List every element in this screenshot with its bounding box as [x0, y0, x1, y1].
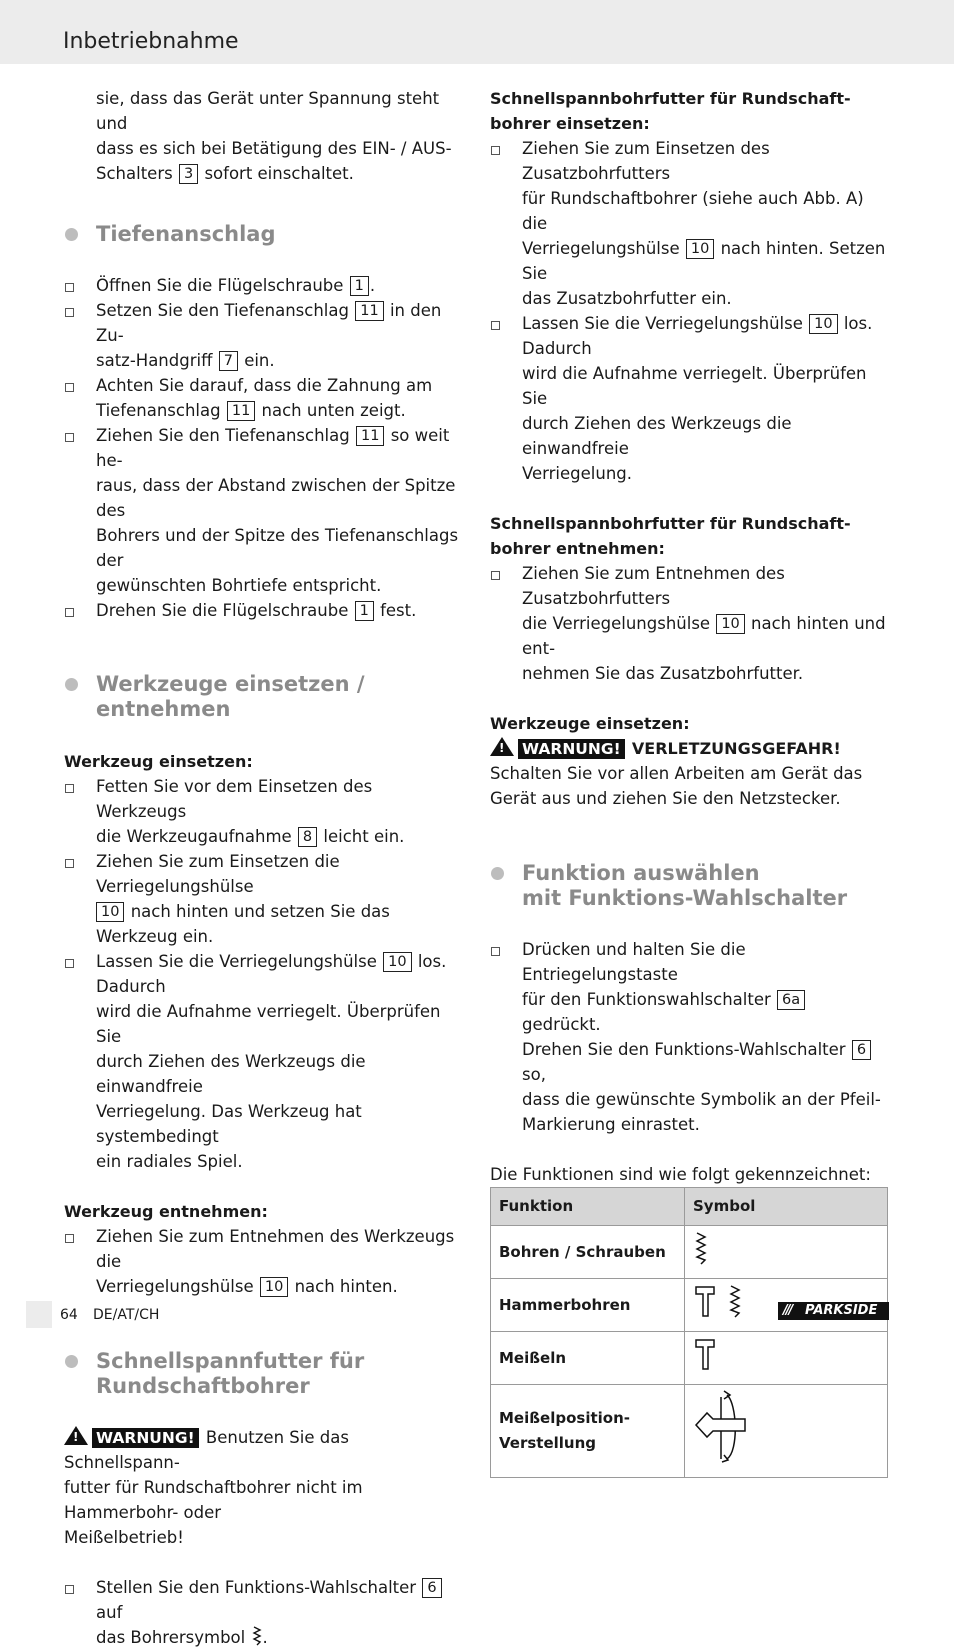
text: nach hinten. [294, 1277, 398, 1296]
list-item [490, 136, 890, 311]
werkzeug-einsetzen-list [64, 774, 464, 1174]
heading-text: Tiefenanschlag [96, 222, 276, 246]
footer-marker [26, 1301, 52, 1328]
warning-paragraph [64, 1425, 464, 1550]
text: wird die Aufnahme verriegelt. Überprüfen Sie [96, 1002, 441, 1046]
table-row [491, 1332, 888, 1385]
list-item [64, 598, 464, 623]
cell-symbol [685, 1385, 888, 1478]
brand-stripes-icon: /// [783, 1303, 792, 1318]
text: Ziehen Sie zum Einsetzen die Verriegelungshülse [96, 852, 340, 896]
list-item [64, 423, 464, 598]
schnellspann-list [64, 1575, 464, 1650]
text: satz-Handgriff [96, 351, 213, 370]
part-ref: 6a [777, 990, 805, 1010]
text: nehmen Sie das Zusatzbohrfutter. [522, 664, 804, 683]
part-ref: 11 [356, 426, 384, 446]
tiefenanschlag-list [64, 273, 464, 623]
paragraph [490, 761, 890, 811]
part-ref: 10 [383, 952, 411, 972]
cell-funktion [491, 1385, 685, 1478]
text: los. Dadurch [96, 952, 447, 996]
list-item [64, 949, 464, 1174]
text: die Verriegelungshülse [522, 614, 711, 633]
part-ref: 1 [355, 601, 374, 621]
text: . [262, 1628, 268, 1647]
part-ref: 11 [355, 301, 383, 321]
text: Gerät aus und ziehen Sie den Netzstecker. [490, 789, 841, 808]
brand-logo [778, 1302, 889, 1320]
text: gedrückt. [522, 1015, 601, 1034]
subheading-schnellspann-einsetzen [490, 86, 890, 136]
list-item [64, 1224, 464, 1299]
brand-name: PARKSIDE [805, 1303, 878, 1318]
bullet-dot-icon [65, 228, 78, 241]
text: Setzen Sie den Tiefenanschlag [96, 301, 349, 320]
text: Drehen Sie die Flügelschraube [96, 601, 349, 620]
text: für Rundschaftbohrer (siehe auch Abb. A) die [522, 189, 864, 233]
list-item [64, 273, 464, 298]
list-item [64, 849, 464, 949]
part-ref: 10 [96, 902, 124, 922]
right-column [490, 86, 890, 1478]
hammer-drill-icon [693, 1284, 749, 1318]
text: durch Ziehen des Werkzeugs die einwandfreie [522, 414, 792, 458]
funktion-list [490, 937, 890, 1137]
text: los. Dadurch [522, 314, 873, 358]
hammer-icon [693, 1337, 719, 1371]
checkbox-square-icon [65, 383, 74, 392]
column-header-symbol: Symbol [685, 1188, 888, 1226]
cell-funktion: Meißeln [491, 1332, 685, 1385]
text: Öffnen Sie die Flügelschraube [96, 276, 344, 295]
drill-bit-icon [251, 1626, 263, 1646]
subheading-schnellspann-entnehmen [490, 511, 890, 561]
schnellspann-einsetzen-list [490, 136, 890, 486]
text: Schalten Sie vor allen Arbeiten am Gerät das [490, 764, 863, 783]
checkbox-square-icon [491, 571, 500, 580]
werkzeug-entnehmen-list [64, 1224, 464, 1299]
text: sie, dass das Gerät unter Spannung steht und [96, 89, 440, 133]
subheading-werkzeuge-einsetzen: Werkzeuge einsetzen: [490, 714, 690, 733]
list-item [64, 373, 464, 423]
warning-triangle-icon [490, 737, 514, 756]
text: ein. [244, 351, 275, 370]
text: so, [522, 1065, 546, 1084]
locale-code: DE/AT/CH [93, 1307, 160, 1323]
part-ref: 10 [260, 1277, 288, 1297]
text: Meißelposition- [499, 1409, 630, 1427]
part-ref: 1 [350, 276, 369, 296]
text: Markierung einrastet. [522, 1115, 700, 1134]
text: nach hinten und ent- [522, 614, 886, 658]
schnellspann-entnehmen-list [490, 561, 890, 686]
text: Drücken und halten Sie die Entriegelungstaste [522, 940, 746, 984]
text: Verriegelungshülse [522, 239, 680, 258]
part-ref: 11 [227, 401, 255, 421]
warning-label: WARNUNG! [92, 1428, 199, 1448]
heading-text: Funktion auswählen [522, 861, 760, 885]
list-item [490, 561, 890, 686]
checkbox-square-icon [491, 321, 500, 330]
text: Meißelbetrieb! [64, 1528, 184, 1547]
text: Verstellung [499, 1434, 597, 1452]
text: in den Zu- [96, 301, 442, 345]
drill-bit-icon [693, 1231, 709, 1265]
text: durch Ziehen des Werkzeugs die einwandfreie [96, 1052, 366, 1096]
text: Schalters [96, 164, 173, 183]
checkbox-square-icon [65, 308, 74, 317]
warning-triangle-icon [64, 1426, 88, 1445]
checkbox-square-icon [65, 784, 74, 793]
text: für den Funktionswahlschalter [522, 990, 771, 1009]
part-ref: 8 [298, 827, 317, 847]
heading-text: Schnellspannfutter für [96, 1349, 365, 1373]
left-column [64, 86, 464, 1650]
text: Achten Sie darauf, dass die Zahnung am [96, 376, 433, 395]
text: Lassen Sie die Verriegelungshülse [522, 314, 803, 333]
section-heading-funktion [490, 861, 890, 911]
text: Fetten Sie vor dem Einsetzen des Werkzeugs [96, 777, 373, 821]
text: raus, dass der Abstand zwischen der Spitze des [96, 476, 456, 520]
list-item [490, 311, 890, 486]
heading-text: Werkzeuge einsetzen / [96, 672, 365, 696]
text: . [369, 276, 376, 295]
text: auf [96, 1603, 123, 1622]
checkbox-square-icon [65, 433, 74, 442]
part-ref: 6 [422, 1578, 441, 1598]
list-item [64, 774, 464, 849]
text: Tiefenanschlag [96, 401, 221, 420]
text: Schnellspannbohrfutter für Rundschaft- [490, 89, 851, 108]
text: Benutzen Sie das Schnellspann- [64, 1428, 349, 1472]
page-number: 64 [60, 1307, 78, 1323]
heading-text: entnehmen [96, 697, 231, 721]
heading-text: mit Funktions-Wahlschalter [522, 886, 848, 910]
page-title: Inbetriebnahme [63, 29, 239, 54]
text: wird die Aufnahme verriegelt. Überprüfen Sie [522, 364, 867, 408]
text: bohrer einsetzen: [490, 114, 650, 133]
list-item [64, 298, 464, 373]
bullet-dot-icon [65, 678, 78, 691]
list-item [490, 937, 890, 1137]
text: gewünschten Bohrtiefe entspricht. [96, 576, 382, 595]
text: futter für Rundschaftbohrer nicht im Hammerbohr- oder [64, 1478, 363, 1522]
text: leicht ein. [323, 827, 405, 846]
text: dass die gewünschte Symbolik an der Pfeil- [522, 1090, 881, 1109]
intro-paragraph [64, 86, 464, 186]
part-ref: 7 [219, 351, 238, 371]
heading-text: Rundschaftbohrer [96, 1374, 310, 1398]
text: Verriegelung. Das Werkzeug hat systembedingt [96, 1102, 362, 1146]
text: Ziehen Sie den Tiefenanschlag [96, 426, 350, 445]
subheading-werkzeug-entnehmen: Werkzeug entnehmen: [64, 1202, 268, 1221]
checkbox-square-icon [491, 146, 500, 155]
text: Bohrers und der Spitze des Tiefenanschlags der [96, 526, 459, 570]
text: Drehen Sie den Funktions-Wahlschalter [522, 1040, 846, 1059]
section-heading-schnellspannfutter [64, 1349, 464, 1399]
cell-funktion: Hammerbohren [491, 1279, 685, 1332]
section-heading-werkzeuge [64, 672, 464, 722]
text: Ziehen Sie zum Einsetzen des Zusatzbohrfutters [522, 139, 770, 183]
checkbox-square-icon [65, 283, 74, 292]
text: so weit he- [96, 426, 450, 470]
text: ein radiales Spiel. [96, 1152, 243, 1171]
bullet-dot-icon [491, 867, 504, 880]
warning-label: WARNUNG! [518, 739, 625, 759]
checkbox-square-icon [65, 959, 74, 968]
text: Lassen Sie die Verriegelungshülse [96, 952, 377, 971]
checkbox-square-icon [65, 1585, 74, 1594]
part-ref: 10 [716, 614, 744, 634]
text: Stellen Sie den Funktions-Wahlschalter [96, 1578, 417, 1597]
checkbox-square-icon [65, 1234, 74, 1243]
part-ref: 10 [809, 314, 837, 334]
function-table [490, 1187, 888, 1478]
checkbox-square-icon [65, 608, 74, 617]
warning-line [490, 736, 890, 761]
text: Ziehen Sie zum Entnehmen des Werkzeugs die [96, 1227, 455, 1271]
text: die Werkzeugaufnahme [96, 827, 292, 846]
text: nach hinten und setzen Sie das Werkzeug ein. [96, 902, 390, 946]
table-row [491, 1226, 888, 1279]
table-header-row [491, 1188, 888, 1226]
chisel-rotate-icon [693, 1389, 753, 1465]
table-intro: Die Funktionen sind wie folgt gekennzeichnet: [490, 1165, 871, 1184]
bullet-dot-icon [65, 1355, 78, 1368]
part-ref: 10 [686, 239, 714, 259]
text: dass es sich bei Betätigung des EIN- / AUS- [96, 139, 452, 158]
part-ref: 3 [179, 164, 198, 184]
text: Ziehen Sie zum Entnehmen des Zusatzbohrfutters [522, 564, 785, 608]
text: bohrer entnehmen: [490, 539, 665, 558]
list-item [64, 1575, 464, 1650]
column-header-funktion: Funktion [491, 1188, 685, 1226]
text: das Bohrersymbol [96, 1628, 246, 1647]
text: nach unten zeigt. [261, 401, 406, 420]
warning-text: VERLETZUNGSGEFAHR! [631, 739, 841, 758]
cell-symbol [685, 1226, 888, 1279]
part-ref: 6 [852, 1040, 871, 1060]
subheading-werkzeug-einsetzen: Werkzeug einsetzen: [64, 752, 253, 771]
text: nach hinten. Setzen Sie [522, 239, 886, 283]
cell-symbol [685, 1332, 888, 1385]
text: das Zusatzbohrfutter ein. [522, 289, 732, 308]
text: Verriegelungshülse [96, 1277, 254, 1296]
cell-funktion: Bohren / Schrauben [491, 1226, 685, 1279]
checkbox-square-icon [491, 947, 500, 956]
text: fest. [380, 601, 417, 620]
text: sofort einschaltet. [204, 164, 354, 183]
section-heading-tiefenanschlag [64, 222, 464, 247]
text: Verriegelung. [522, 464, 633, 483]
checkbox-square-icon [65, 859, 74, 868]
table-row [491, 1385, 888, 1478]
text: Schnellspannbohrfutter für Rundschaft- [490, 514, 851, 533]
